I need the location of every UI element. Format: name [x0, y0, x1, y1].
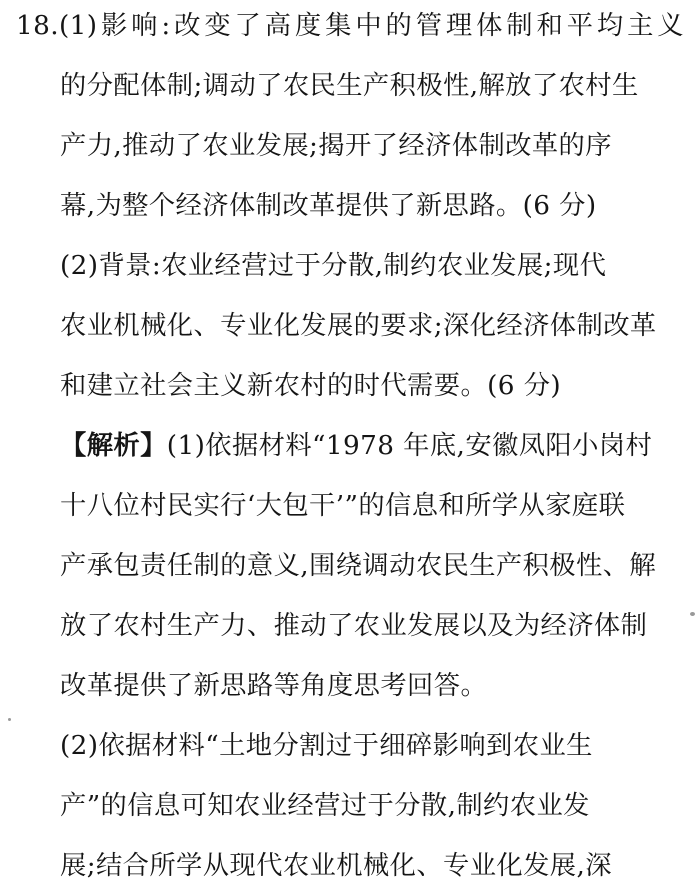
analysis-line-6: (2)依据材料“土地分割过于细碎影响到农业生 — [60, 731, 593, 761]
analysis-first-line — [60, 426, 698, 466]
analysis-line-7: 产”的信息可知农业经营过于分散,制约农业发 — [60, 791, 590, 821]
answer-line-5: (2)背景:农业经营过于分散,制约农业发展;现代 — [60, 251, 607, 281]
analysis-line-8: 展;结合所学从现代农业机械化、专业化发展,深 — [60, 851, 612, 881]
answer-line-3: 产力,推动了农业发展;揭开了经济体制改革的序 — [60, 131, 612, 161]
answer-line-4: 幕,为整个经济体制改革提供了新思路。(6 分) — [60, 191, 597, 221]
answer-line-6: 农业机械化、专业化发展的要求;深化经济体制改革 — [60, 311, 657, 341]
scan-mark — [8, 718, 11, 721]
analysis-line-2: 十八位村民实行‘大包干’”的信息和所学从家庭联 — [60, 491, 626, 521]
analysis-label: 【解析】 — [60, 430, 167, 461]
answer-line-2: 的分配体制;调动了农民生产积极性,解放了农村生 — [60, 71, 639, 101]
answer-line-1: 18.(1)影响:改变了高度集中的管理体制和平均主义 — [16, 11, 684, 41]
analysis-line-4: 放了农村生产力、推动了农业发展以及为经济体制 — [60, 611, 648, 641]
analysis-line-3: 产承包责任制的意义,围绕调动农民生产积极性、解 — [60, 551, 657, 581]
scan-mark — [690, 612, 695, 616]
analysis-first-line-text: (1)依据材料“1978 年底,安徽凤阳小岗村 — [166, 431, 653, 461]
analysis-line-5: 改革提供了新思路等角度思考回答。 — [60, 671, 488, 701]
answer-line-7: 和建立社会主义新农村的时代需要。(6 分) — [60, 371, 562, 401]
